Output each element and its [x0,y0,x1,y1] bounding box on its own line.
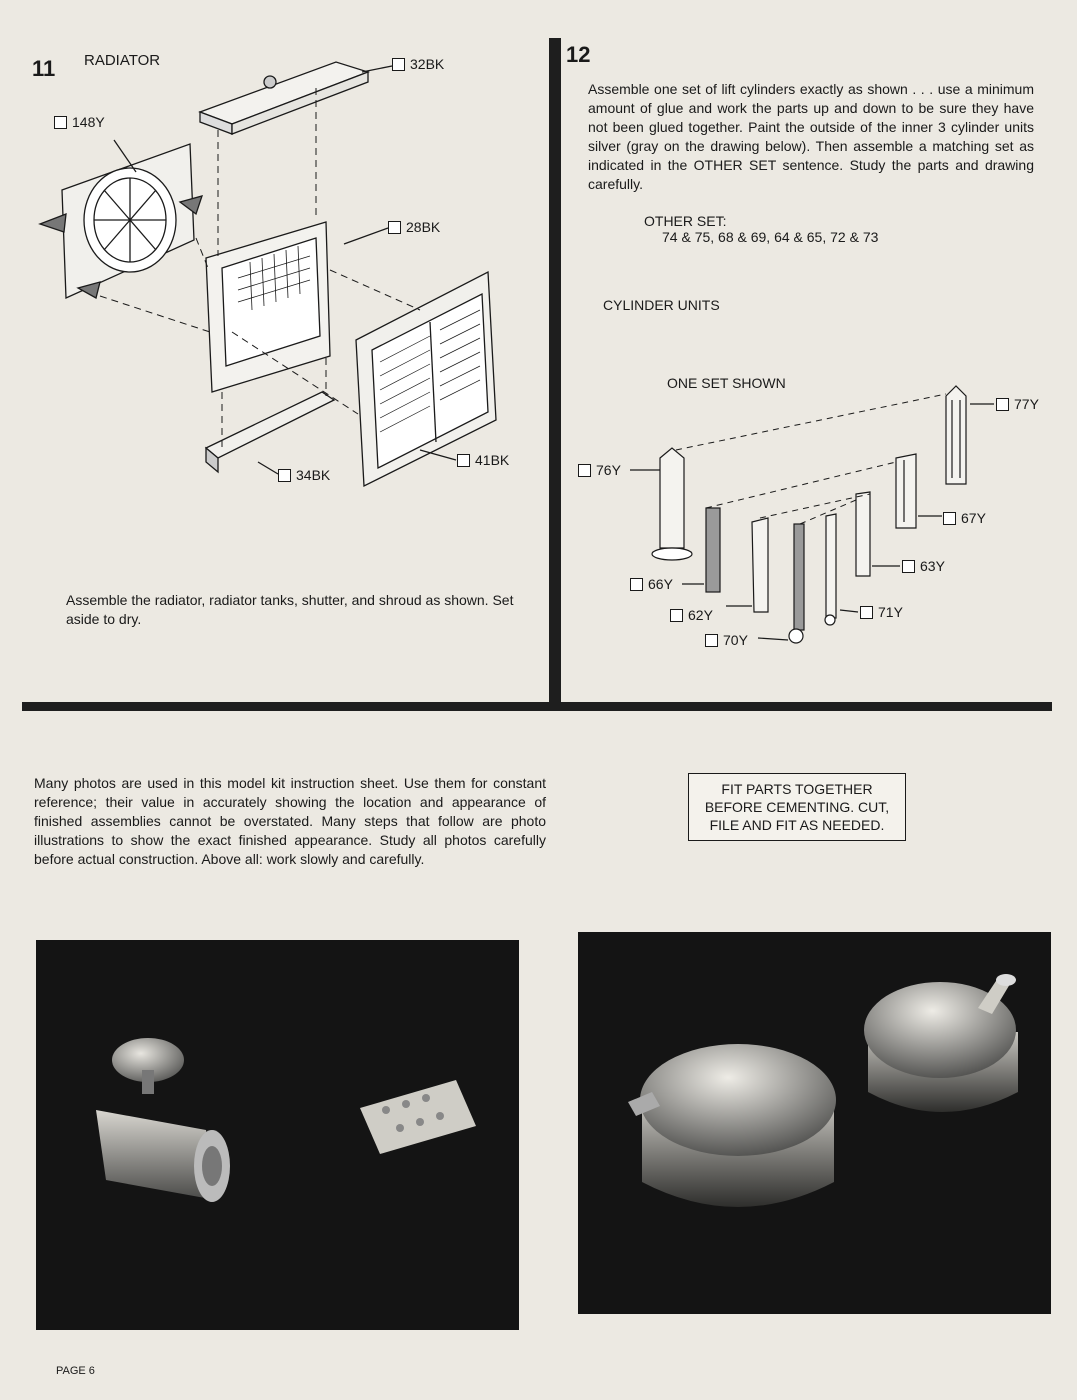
part-number-148y: 148Y [72,114,105,130]
photo-hydraulic-tanks [578,932,1051,1314]
step-11-title: RADIATOR [84,52,161,69]
part-number-76y: 76Y [596,462,621,478]
part-number-70y: 70Y [723,632,748,648]
checkbox-77y[interactable] [996,398,1009,411]
checkbox-76y[interactable] [578,464,591,477]
checkbox-70y[interactable] [705,634,718,647]
step-11-instruction: Assemble the radiator, radiator tanks, shutter, and shroud as shown. Set aside to dry. [66,592,514,627]
checkbox-67y[interactable] [943,512,956,525]
part-number-77y: 77Y [1014,396,1039,412]
notice-line-2: BEFORE CEMENTING. CUT, [704,799,890,815]
part-number-41bk: 41BK [475,452,510,468]
hydraulic-tanks-image [578,932,1051,1314]
part-label-77y [996,396,1039,412]
part-number-67y: 67Y [961,510,986,526]
part-label-62y [670,607,713,623]
part-number-34bk: 34BK [296,467,331,483]
page-number: PAGE 6 [56,1365,95,1377]
step-11-number: 11 [32,56,56,81]
part-label-63y [902,558,945,574]
part-number-32bk: 32BK [410,56,445,72]
part-number-62y: 62Y [688,607,713,623]
checkbox-62y[interactable] [670,609,683,622]
checkbox-66y[interactable] [630,578,643,591]
section-divider [22,702,1052,711]
checkbox-71y[interactable] [860,606,873,619]
notice-line-3: FILE AND FIT AS NEEDED. [709,817,885,833]
part-number-66y: 66Y [648,576,673,592]
part-label-71y [860,604,903,620]
notice-line-1: FIT PARTS TOGETHER [721,781,873,797]
step-12-number: 12 [566,42,591,67]
part-label-76y [578,462,621,478]
photo-air-cleaner [36,940,519,1330]
part-label-70y [705,632,748,648]
cylinder-units-heading: CYLINDER UNITS [603,297,720,313]
checkbox-63y[interactable] [902,560,915,573]
part-label-66y [630,576,673,592]
part-number-63y: 63Y [920,558,945,574]
intro-paragraph: Many photos are used in this model kit instruction sheet. Use them for constant reference; their value in accurately showing the location and appearance of finished assemblies cannot be overstated. Many steps that follow are photo illustrations to show the exact finished appearance. Study all photos carefully before actual construction. Above all: work slowly and carefully. [34,775,546,867]
other-set-parts: 74 & 75, 68 & 69, 64 & 65, 72 & 73 [662,229,879,245]
part-number-28bk: 28BK [406,219,441,235]
part-label-67y [943,510,986,526]
step-12-instruction: Assemble one set of lift cylinders exactly as shown . . . use a minimum amount of glue and work the parts up and down to be sure they have not been glued together. Paint the outside of the inner 3 cylinder units silver (gray on the drawing below). Then assemble a matching set as indicated in the OTHER SET sentence. Study the parts and drawing carefully. [588,81,1034,192]
fit-parts-notice [688,773,906,841]
one-set-shown-heading: ONE SET SHOWN [667,375,786,391]
air-cleaner-image [36,940,519,1330]
other-set-title: OTHER SET: [644,213,727,229]
part-number-71y: 71Y [878,604,903,620]
